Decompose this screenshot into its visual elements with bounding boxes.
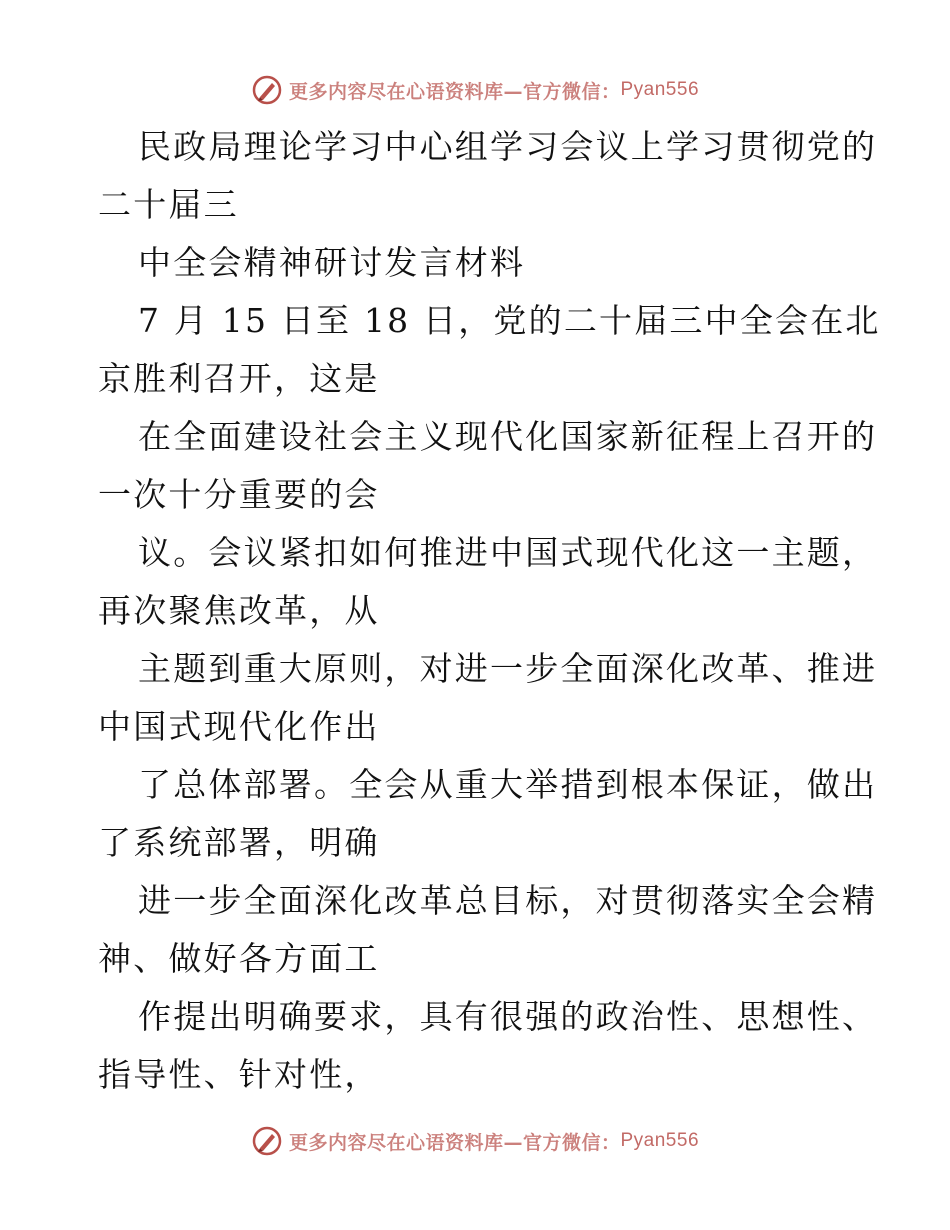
watermark-text: 更多内容尽在心语资料库—官方微信： xyxy=(288,80,621,103)
text-line: 7 月 15 日至 18 日，党的二十届三中全会在北 xyxy=(138,301,881,340)
watermark-handle: Pyan556 xyxy=(620,79,700,100)
watermark-handle: Pyan556 xyxy=(620,1130,700,1151)
pen-logo-icon xyxy=(251,74,283,106)
text-line: 一次十分重要的会 xyxy=(98,475,380,514)
text-line: 指导性、针对性， xyxy=(98,1055,380,1094)
text-line: 主题到重大原则，对进一步全面深化改革、推进 xyxy=(138,649,878,688)
text-line: 再次聚焦改革，从 xyxy=(98,591,380,630)
text-line: 议。会议紧扣如何推进中国式现代化这一主题， xyxy=(138,533,878,572)
text-line: 进一步全面深化改革总目标，对贯彻落实全会精 xyxy=(138,881,878,920)
text-line: 了系统部署，明确 xyxy=(98,823,380,862)
text-line: 京胜利召开，这是 xyxy=(98,359,380,398)
document-body xyxy=(98,118,881,1104)
text-line: 作提出明确要求，具有很强的政治性、思想性、 xyxy=(138,997,878,1036)
text-line: 在全面建设社会主义现代化国家新征程上召开的 xyxy=(138,417,878,456)
pen-logo-icon xyxy=(251,1125,283,1157)
text-line: 中国式现代化作出 xyxy=(98,707,380,746)
text-line: 神、做好各方面工 xyxy=(98,939,380,978)
text-line: 二十届三 xyxy=(98,185,239,224)
watermark-text: 更多内容尽在心语资料库—官方微信： xyxy=(288,1131,621,1154)
text-line: 中全会精神研讨发言材料 xyxy=(138,243,526,282)
text-line: 了总体部署。全会从重大举措到根本保证，做出 xyxy=(138,765,878,804)
header-watermark xyxy=(0,74,950,106)
text-line: 民政局理论学习中心组学习会议上学习贯彻党的 xyxy=(138,127,878,166)
footer-watermark xyxy=(0,1125,950,1157)
